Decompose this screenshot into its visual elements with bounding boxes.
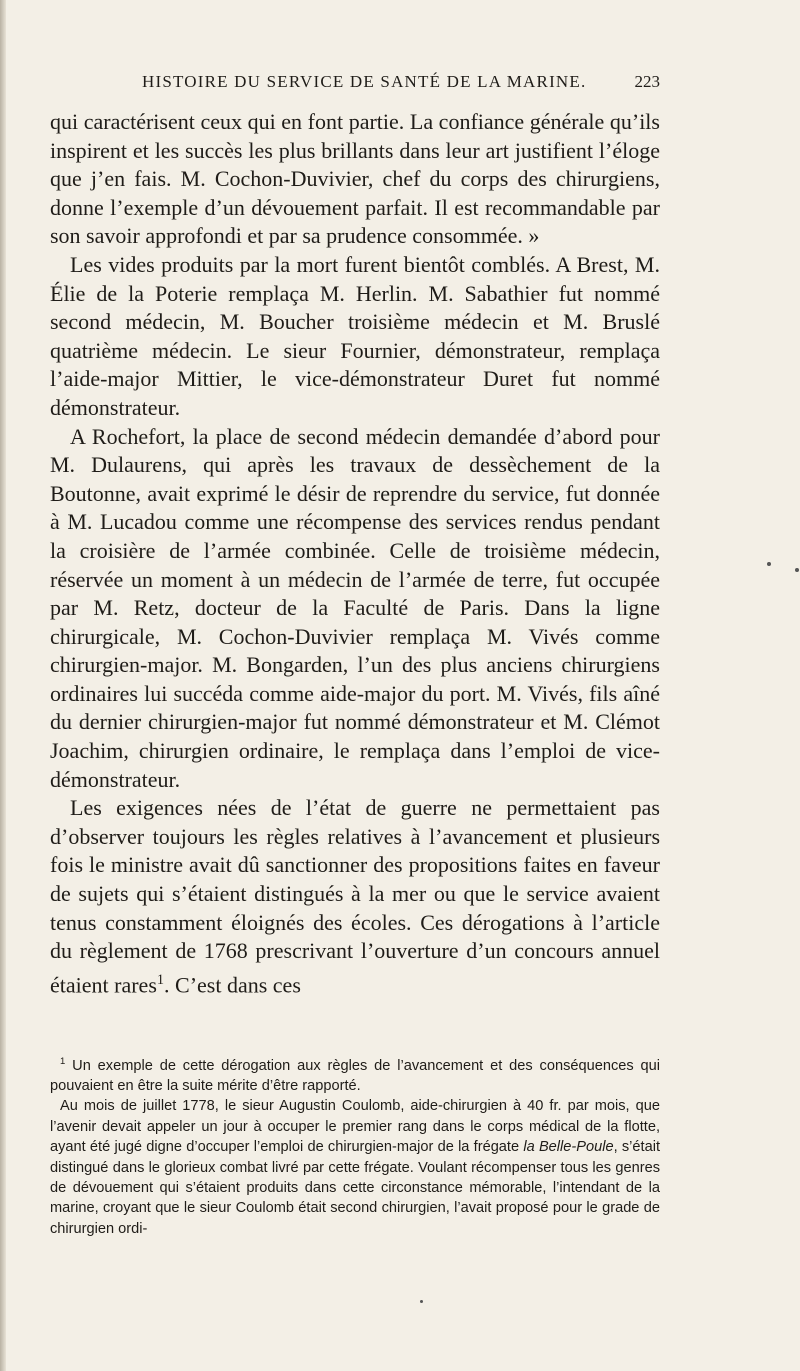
paper-speck	[420, 1300, 423, 1303]
footnote-marker: 1	[60, 1055, 66, 1067]
paper-speck	[767, 562, 771, 566]
running-head	[50, 72, 660, 92]
paragraph: Les vides produits par la mort furent bientôt comblés. A Brest, M. Élie de la Poterie remplaça M. Herlin. M. Sabathier fut nommé second médecin, M. Boucher troisième médecin et M. Bruslé quatrième médecin. Le sieur Fournier, démonstrateur, remplaça l’aide-major Mittier, le vice-démonstrateur Duret fut nommé démonstrateur.	[50, 251, 660, 420]
page-number: 223	[634, 72, 660, 91]
paper-speck	[795, 568, 799, 572]
paragraph-tail: . C’est dans ces	[164, 972, 301, 998]
paragraph: A Rochefort, la place de second médecin demandée d’abord pour M. Dulaurens, qui après les travaux de dessèchement de la Boutonne, avait exprimé le désir de reprendre du service, fut donnée à M. Lucadou comme une récompense des services rendus pendant la croisière de l’armée combinée. Celle de troisième médecin, réservée un moment à un médecin de l’armée de terre, fut occupée par M. Retz, docteur de la Faculté de Paris. Dans la ligne chirurgicale, M. Cochon-Duvivier remplaça M. Vivés comme chirurgien-major. M. Bongarden, l’un des plus anciens chirurgiens ordinaires lui succéda comme aide-major du port. M. Vivés, fils aîné du dernier chirurgien-major fut nommé démonstrateur et M. Clémot Joachim, chirurgien ordinaire, le remplaça dans l’emploi de vice-démonstrateur.	[50, 423, 660, 792]
footnote-continuation	[50, 1096, 660, 1239]
paragraph: qui caractérisent ceux qui en font partie. La confiance générale qu’ils inspirent et les succès les plus brillants dans leur art justifient l’éloge que j’en fais. M. Cochon-Duvivier, chef du corps des chirurgiens, donne l’exemple d’un dévouement parfait. Il est recommandable par son savoir approfondi et par sa prudence consommée. »	[50, 109, 660, 249]
page-binding-edge	[0, 0, 6, 1371]
paragraph	[50, 794, 660, 999]
body-text	[50, 108, 660, 1000]
footnote	[50, 1052, 660, 1097]
book-page	[50, 72, 660, 1239]
footnote-text: Au mois de juillet 1778, le sieur Augustin Coulomb, aide-chirurgien à 40 fr. par mois, que l’avenir devait appeler un jour à occuper le premier rang dans le corps médical de la flotte, ayant été jugé digne d’occuper l’emploi de chirurgien-major de la frégate	[50, 1098, 660, 1156]
footnotes	[50, 1052, 660, 1240]
footnote-reference: 1	[156, 971, 165, 988]
ship-name: la Belle-Poule	[523, 1139, 614, 1156]
paragraph-text: Les exigences nées de l’état de guerre ne permettaient pas d’observer toujours les règles relatives à l’avancement et plusieurs fois le ministre avait dû sanctionner des propositions faites en faveur de sujets qui s’étaient distingués à la mer ou que le service avaient tenus constamment éloignés des écoles. Ces dérogations à l’article du règlement de 1768 prescrivant l’ouverture d’un concours annuel étaient rares	[50, 795, 660, 998]
running-head-title: HISTOIRE DU SERVICE DE SANTÉ DE LA MARINE.	[142, 72, 587, 91]
footnote-text: , s’était distingué dans le glorieux combat livré par cette frégate. Voulant récompenser tous les genres de dévouement qui s’étaient produits dans cette circonstance mémorable, l’intendant de la marine, croyant que le sieur Coulomb était second chirurgien, l’avait proposé pour le grade de chirurgien ordi-	[50, 1139, 660, 1237]
footnote-text: Un exemple de cette dérogation aux règles de l’avancement et des conséquences qui pouvaient en être la suite mérite d’être rapporté.	[50, 1057, 660, 1094]
